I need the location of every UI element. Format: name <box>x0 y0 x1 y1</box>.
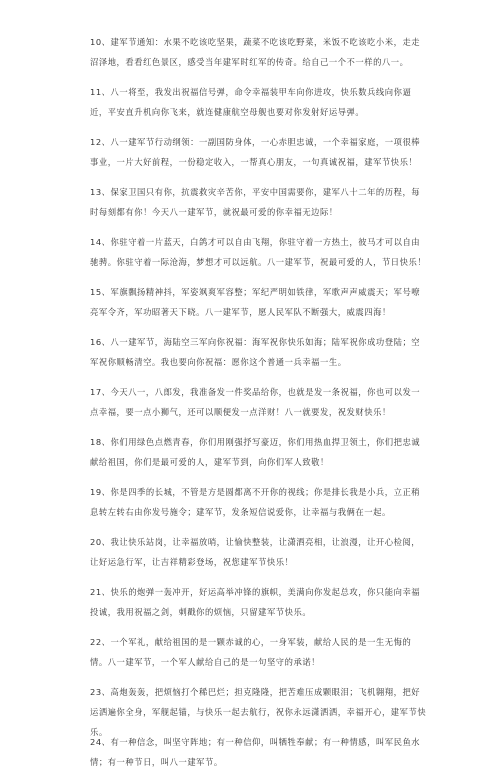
list-item: 18、你们用绿色点燃青春，你们用刚强抒写豪迈，你们用热血捍卫领土，你们把忠诚献给祖国，你们是最可爱的人，建军节到，向你们军人致敬！ <box>90 437 421 467</box>
list-item: 19、你是四季的长城，不管是方是圆都离不开你的视线；你是排长我是小兵，立正稍息转左转右由你发号施令；建军节，发条短信说爱你，让幸福与我俩在一起。 <box>90 487 421 517</box>
list-item: 15、军旗飘扬精神抖，军姿飒爽军容整；军纪严明如铁律，军歌声声威震天；军号嘹亮军令齐，军功昭著天下晓。八一建军节，愿人民军队不断强大，威震四海！ <box>90 287 421 317</box>
list-item: 14、你驻守着一片蓝天，白鸽才可以自由飞翔，你驻守着一方热土，彼马才可以自由驰骋。你驻守着一际沧海，梦想才可以远航。八一建军节，祝最可爱的人，节日快乐！ <box>90 237 427 267</box>
list-item: 17、今天八一，八郎发，我准备发一件奖品给你，也就是发一条祝福，你也可以发一点幸福，要一点小狮气，还可以顺便发一点洋财！八一就要发，祝发财快乐！ <box>90 387 421 417</box>
list-item: 23、高炮轰轰，把烦恼打个稀巴烂；担克隆隆，把苦难压成颗眼泪；飞机翱翔，把好运洒遍你全身，军舰起锚，与快乐一起去航行，祝你永远潇洒洒，幸福开心，建军节快乐。 <box>90 687 427 737</box>
list-item: 24、有一种信念，叫坚守阵地；有一种信仰，叫牺牲奉献；有一种情感，叫军民鱼水情；有一种节日，叫八一建军节。 <box>90 737 421 767</box>
list-item: 10、建军节通知：水果不吃该吃坚果，蔬菜不吃该吃野菜，米饭不吃该吃小米，走走沼泽地，看看红色景区，感受当年建军时红军的传奇。给自己一个不一样的八一。 <box>90 37 421 67</box>
list-item: 13、保家卫国只有你，抗震救灾辛苦你，平安中国需要你，建军八十二年的历程，每时每刻都有你！今天八一建军节，就祝最可爱的你幸福无边际！ <box>90 187 421 217</box>
list-item: 21、快乐的炮弹一轰冲开，好运高举冲锋的旗帜，美满向你发起总攻，你只能向幸福投诚，我用祝福之剑，刺戳你的烦恼，只留建军节快乐。 <box>90 587 421 617</box>
document-content <box>90 8 428 782</box>
list-item: 12、八一建军节行动纲领：一副国防身体，一心赤胆忠诚，一个幸福家庭，一项很棒事业，一片大好前程，一份稳定收入，一帮真心朋友，一句真诚祝福，建军节快乐！ <box>90 137 421 167</box>
list-item: 22、一个军礼，献给祖国的是一颗赤诚的心，一身军装，献给人民的是一生无悔的情。八一建军节，一个军人献给自己的是一句坚守的承诺！ <box>90 637 412 667</box>
list-item: 16、八一建军节，海陆空三军向你祝福：海军祝你快乐如海；陆军祝你成功登陆；空军祝你顺畅清空。我也要向你祝福：愿你这个普通一兵幸福一生。 <box>90 337 421 367</box>
list-item: 20、我让快乐站岗，让幸福放哨，让愉快整装，让潇洒亮相，让浪漫，让开心检阅，让好运急行军，让吉祥精彩登场，祝您建军节快乐！ <box>90 537 421 567</box>
list-item: 11、八一将至，我发出祝福信号弹，命令幸福装甲车向你进攻，快乐数兵线向你逼近，平安直升机向你飞来，就连健康航空母舰也要对你发射好运导弹。 <box>90 87 412 117</box>
